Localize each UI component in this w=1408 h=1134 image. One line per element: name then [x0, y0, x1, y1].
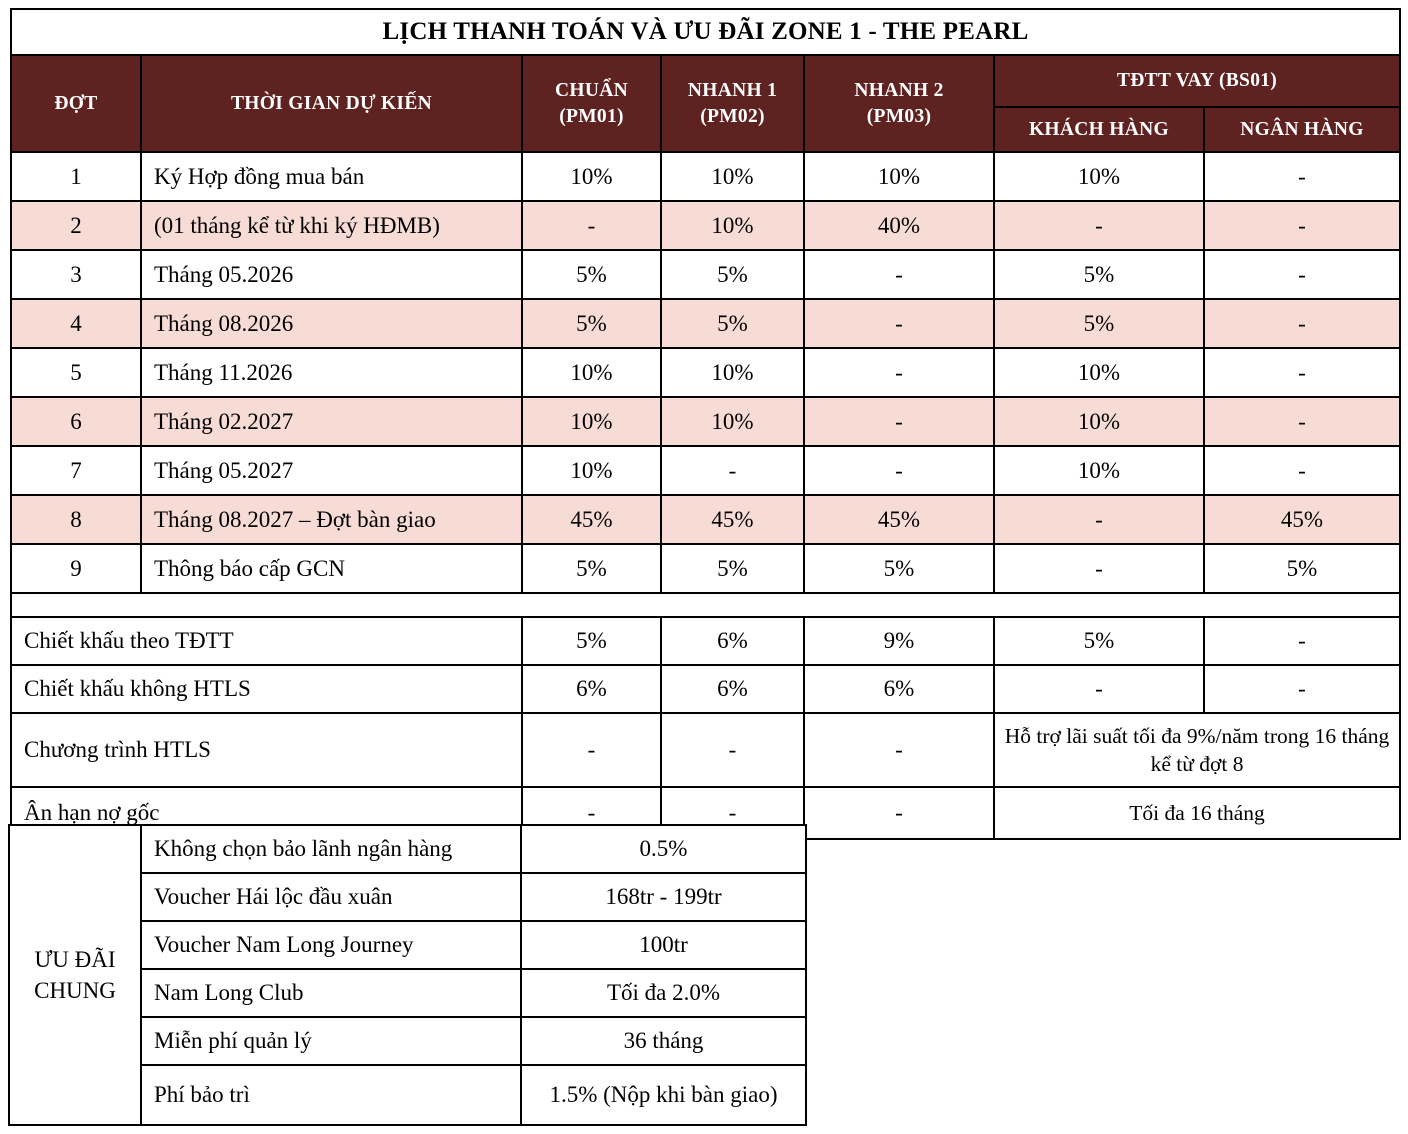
discount-khach-hang: - — [994, 665, 1204, 713]
cell-ngan-hang: - — [1204, 152, 1400, 201]
cell-chuan: 5% — [522, 250, 661, 299]
cell-khach-hang: 10% — [994, 446, 1204, 495]
cell-nhanh1: 10% — [661, 152, 804, 201]
row-number: 6 — [11, 397, 141, 446]
discount-label: Chiết khấu không HTLS — [11, 665, 522, 713]
benefit-value: Tối đa 2.0% — [521, 969, 806, 1017]
table-row — [11, 152, 1400, 201]
discount-nhanh2: 6% — [804, 665, 994, 713]
section-label-uu-dai-chung — [9, 825, 141, 1125]
cell-nhanh1: 5% — [661, 299, 804, 348]
benefit-value: 1.5% (Nộp khi bàn giao) — [521, 1065, 806, 1125]
row-number: 3 — [11, 250, 141, 299]
benefit-value: 168tr - 199tr — [521, 873, 806, 921]
col-header-dot: ĐỢT — [11, 55, 141, 152]
discount-nhanh2: - — [804, 713, 994, 787]
discount-chuan: - — [522, 713, 661, 787]
discount-nhanh1: - — [661, 713, 804, 787]
discount-nhanh1: 6% — [661, 617, 804, 665]
cell-ngan-hang: 5% — [1204, 544, 1400, 593]
cell-chuan: - — [522, 201, 661, 250]
cell-chuan: 5% — [522, 544, 661, 593]
section-label-line2: CHUNG — [34, 978, 116, 1003]
col-header-tdtt-vay: TĐTT VAY (BS01) — [994, 55, 1400, 107]
discount-ngan-hang: - — [1204, 665, 1400, 713]
cell-ngan-hang: - — [1204, 299, 1400, 348]
table-row — [11, 397, 1400, 446]
discount-nhanh2: - — [804, 787, 994, 839]
col-header-nhanh2-main: NHANH 2 — [854, 80, 944, 102]
cell-nhanh1: 45% — [661, 495, 804, 544]
section-label-line1: ƯU ĐÃI — [34, 946, 116, 972]
benefit-label: Phí bảo trì — [141, 1065, 521, 1125]
cell-nhanh1: 10% — [661, 201, 804, 250]
benefit-value: 36 tháng — [521, 1017, 806, 1065]
cell-khach-hang: 5% — [994, 250, 1204, 299]
cell-ngan-hang: - — [1204, 348, 1400, 397]
cell-ngan-hang: - — [1204, 201, 1400, 250]
cell-chuan: 10% — [522, 397, 661, 446]
discount-row — [11, 713, 1400, 787]
benefit-row — [9, 825, 806, 873]
cell-nhanh1: - — [661, 446, 804, 495]
benefit-value: 100tr — [521, 921, 806, 969]
row-number: 1 — [11, 152, 141, 201]
cell-ngan-hang: - — [1204, 250, 1400, 299]
discount-chuan: 6% — [522, 665, 661, 713]
row-description: Tháng 05.2026 — [141, 250, 522, 299]
row-description: Tháng 08.2026 — [141, 299, 522, 348]
cell-nhanh2: - — [804, 397, 994, 446]
discount-label: Chương trình HTLS — [11, 713, 522, 787]
col-header-thoi-gian: THỜI GIAN DỰ KIẾN — [141, 55, 522, 152]
discount-khach-hang: 5% — [994, 617, 1204, 665]
cell-nhanh2: 45% — [804, 495, 994, 544]
cell-khach-hang: 10% — [994, 152, 1204, 201]
cell-nhanh2: - — [804, 348, 994, 397]
cell-ngan-hang: 45% — [1204, 495, 1400, 544]
discount-label: Ân hạn nợ gốc — [11, 787, 522, 839]
col-header-nhanh2 — [804, 55, 994, 152]
cell-nhanh2: 40% — [804, 201, 994, 250]
discount-note: Tối đa 16 tháng — [994, 787, 1400, 839]
discount-row — [11, 617, 1400, 665]
cell-chuan: 5% — [522, 299, 661, 348]
discount-nhanh1: - — [661, 787, 804, 839]
table-row — [11, 544, 1400, 593]
col-header-nhanh1 — [661, 55, 804, 152]
cell-ngan-hang: - — [1204, 397, 1400, 446]
benefit-label: Voucher Nam Long Journey — [141, 921, 521, 969]
benefit-label: Miễn phí quản lý — [141, 1017, 521, 1065]
table-title-row — [11, 9, 1400, 55]
row-description: Tháng 02.2027 — [141, 397, 522, 446]
row-number: 9 — [11, 544, 141, 593]
table-row — [11, 201, 1400, 250]
discount-chuan: - — [522, 787, 661, 839]
table-row — [11, 495, 1400, 544]
discount-nhanh1: 6% — [661, 665, 804, 713]
col-header-nhanh1-sub: (PM02) — [700, 105, 765, 127]
discount-row — [11, 665, 1400, 713]
col-header-ngan-hang: NGÂN HÀNG — [1204, 107, 1400, 152]
row-description: Tháng 08.2027 – Đợt bàn giao — [141, 495, 522, 544]
row-description: Ký Hợp đồng mua bán — [141, 152, 522, 201]
cell-khach-hang: 10% — [994, 348, 1204, 397]
table-row — [11, 250, 1400, 299]
page-title: LỊCH THANH TOÁN VÀ ƯU ĐÃI ZONE 1 - THE PEARL — [11, 9, 1400, 55]
cell-ngan-hang: - — [1204, 446, 1400, 495]
payment-schedule-table — [10, 8, 1401, 840]
cell-nhanh1: 10% — [661, 348, 804, 397]
benefit-label: Nam Long Club — [141, 969, 521, 1017]
table-row — [11, 299, 1400, 348]
col-header-chuan-sub: (PM01) — [559, 105, 624, 127]
row-description: Tháng 05.2027 — [141, 446, 522, 495]
cell-nhanh1: 5% — [661, 250, 804, 299]
cell-khach-hang: - — [994, 544, 1204, 593]
row-number: 7 — [11, 446, 141, 495]
benefit-label: Voucher Hái lộc đầu xuân — [141, 873, 521, 921]
discount-nhanh2: 9% — [804, 617, 994, 665]
general-benefits-table — [8, 824, 807, 1126]
cell-nhanh1: 5% — [661, 544, 804, 593]
row-number: 5 — [11, 348, 141, 397]
benefit-label: Không chọn bảo lãnh ngân hàng — [141, 825, 521, 873]
cell-nhanh2: - — [804, 446, 994, 495]
row-description: (01 tháng kể từ khi ký HĐMB) — [141, 201, 522, 250]
cell-khach-hang: - — [994, 201, 1204, 250]
table-row — [11, 446, 1400, 495]
cell-nhanh1: 10% — [661, 397, 804, 446]
row-number: 4 — [11, 299, 141, 348]
cell-nhanh2: - — [804, 299, 994, 348]
discount-ngan-hang: - — [1204, 617, 1400, 665]
cell-khach-hang: 10% — [994, 397, 1204, 446]
cell-nhanh2: 10% — [804, 152, 994, 201]
spacer-row — [11, 593, 1400, 617]
benefit-value: 0.5% — [521, 825, 806, 873]
header-row-primary — [11, 55, 1400, 107]
row-number: 2 — [11, 201, 141, 250]
col-header-nhanh2-sub: (PM03) — [866, 105, 932, 127]
table-row — [11, 348, 1400, 397]
row-description: Thông báo cấp GCN — [141, 544, 522, 593]
col-header-chuan-main: CHUẨN — [555, 80, 628, 102]
cell-chuan: 10% — [522, 348, 661, 397]
discount-label: Chiết khấu theo TĐTT — [11, 617, 522, 665]
col-header-chuan — [522, 55, 661, 152]
cell-chuan: 10% — [522, 152, 661, 201]
col-header-khach-hang: KHÁCH HÀNG — [994, 107, 1204, 152]
cell-chuan: 10% — [522, 446, 661, 495]
discount-chuan: 5% — [522, 617, 661, 665]
cell-nhanh2: 5% — [804, 544, 994, 593]
row-description: Tháng 11.2026 — [141, 348, 522, 397]
col-header-nhanh1-main: NHANH 1 — [687, 80, 778, 102]
spacer-cell — [11, 593, 1400, 617]
cell-chuan: 45% — [522, 495, 661, 544]
cell-khach-hang: - — [994, 495, 1204, 544]
discount-note: Hỗ trợ lãi suất tối đa 9%/năm trong 16 tháng kể từ đợt 8 — [994, 713, 1400, 787]
cell-nhanh2: - — [804, 250, 994, 299]
row-number: 8 — [11, 495, 141, 544]
cell-khach-hang: 5% — [994, 299, 1204, 348]
